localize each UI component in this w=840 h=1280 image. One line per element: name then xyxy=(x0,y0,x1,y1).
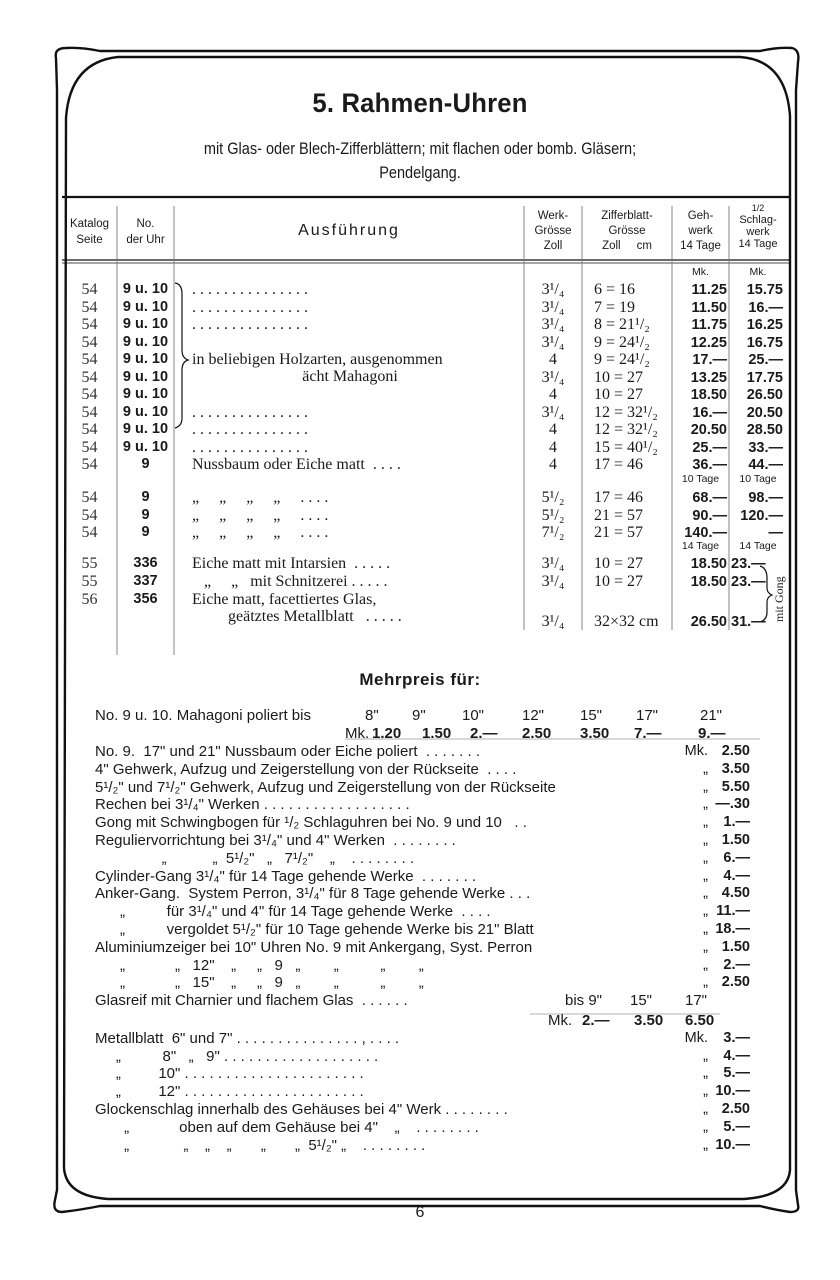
mehrpreis-item-prefix: „ xyxy=(703,974,708,991)
cell-ausfuehrung: Eiche matt mit Intarsien . . . . . xyxy=(192,555,391,572)
cell-katalog-seite: 54 xyxy=(81,404,98,421)
mehrpreis-item-text: 5¹/₂" und 7¹/₂" Gehwerk, Aufzug und Zeigerstellung von der Rückseite xyxy=(95,778,556,796)
mehrpreis-item-prefix: „ xyxy=(703,921,708,937)
mehrpreis-item-price: 11.— xyxy=(716,903,750,920)
mehrpreis-item-text: „ 12" . . . . . . . . . . . . . . . . . . . . . . xyxy=(95,1083,364,1101)
cell-schlagwerk-price: 31.— xyxy=(731,614,766,630)
cell-ausfuehrung: „ „ mit Schnitzerei . . . . . xyxy=(192,573,388,590)
header-seite: Seite xyxy=(76,234,103,246)
glasreif-size: bis 9" xyxy=(565,992,603,1010)
mehrpreis-item-text: Cylinder-Gang 3¹/₄" für 14 Tage gehende Werke . . . . . . . xyxy=(95,867,477,885)
cell-schlagwerk-price: 26.50 xyxy=(746,387,783,403)
cell-uhr-no: 9 u. 10 xyxy=(122,404,169,420)
mahagoni-price: 1.20 xyxy=(372,725,402,742)
cell-uhr-no: 336 xyxy=(133,555,158,571)
group-brace xyxy=(175,283,188,428)
mehrpreis-item-text: „ 10" . . . . . . . . . . . . . . . . . . . . . . xyxy=(95,1065,364,1083)
cell-gehwerk-price: 17.— xyxy=(692,352,727,368)
mahagoni-price: 7.— xyxy=(634,725,662,742)
header-ausfuehrung: Ausführung xyxy=(298,222,400,239)
cell-uhr-no: 9 u. 10 xyxy=(122,299,169,315)
mahagoni-label: No. 9 u. 10. Mahagoni poliert bis xyxy=(95,707,311,724)
cell-uhr-no: 9 xyxy=(141,507,150,523)
mehrpreis-item-text: No. 9. 17" und 21" Nussbaum oder Eiche poliert . . . . . . . xyxy=(95,743,481,760)
mehrpreis-item-text: „ oben auf dem Gehäuse bei 4" „ . . . . . . . . xyxy=(95,1118,479,1136)
mehrpreis-item-text: Rechen bei 3¹/₄" Werken . . . . . . . . . . . . . . . . . . xyxy=(95,796,410,814)
cell-schlagwerk-price: 33.— xyxy=(748,440,783,456)
cell-katalog-seite: 54 xyxy=(81,456,98,473)
cell-gehwerk-price: 11.50 xyxy=(691,300,727,316)
mehrpreis-item-text: Gong mit Schwingbogen für ¹/₂ Schlaguhren bei No. 9 und 10 . . xyxy=(95,814,527,832)
mehrpreis-item-prefix: „ xyxy=(703,938,708,955)
cell-schlagwerk-price: 44.— xyxy=(748,457,783,473)
cell-werk-groesse: 4 xyxy=(549,351,557,368)
cell-uhr-no: 9 u. 10 xyxy=(122,439,169,455)
mahagoni-size: 9" xyxy=(412,707,426,724)
header-no: No. xyxy=(136,218,155,230)
cell-werk-groesse: 5¹/₂ xyxy=(541,489,565,506)
mehrpreis-item-prefix: „ xyxy=(703,867,708,884)
cell-zifferblatt-groesse: 10 = 27 xyxy=(594,386,644,403)
mahagoni-price: 9.— xyxy=(698,725,726,742)
cell-zifferblatt-groesse: 32×32 cm xyxy=(594,613,659,630)
header-gehwerk xyxy=(672,210,729,253)
header-schlag-1: Schlag- xyxy=(739,214,777,226)
cell-werk-groesse: 3¹/₄ xyxy=(541,404,565,421)
cell-zifferblatt-groesse: 10 = 27 xyxy=(594,555,644,572)
mahagoni-price: 2.50 xyxy=(522,725,552,742)
page-subtitle xyxy=(156,137,684,185)
subtitle-line-1: mit Glas- oder Blech-Zifferblättern; mit flachen oder bomb. Gläsern; xyxy=(203,140,637,158)
cell-werk-groesse: 4 xyxy=(549,386,557,403)
cell-schlagwerk-price: 23.— xyxy=(731,574,766,590)
mehrpreis-item-text: „ vergoldet 5¹/₂" für 10 Tage gehende Werke bis 21" Blatt xyxy=(95,921,534,938)
cell-ausfuehrung: . . . . . . . . . . . . . . . xyxy=(192,439,308,456)
cell-gehwerk-price: 25.— xyxy=(692,440,727,456)
cell-schlagwerk-price: 16.25 xyxy=(746,317,783,333)
cell-werk-groesse: 3¹/₄ xyxy=(541,299,565,316)
mehrpreis-item-price: 2.50 xyxy=(721,974,750,991)
cell-gehwerk-price: 26.50 xyxy=(690,614,727,630)
cell-uhr-no: 9 u. 10 xyxy=(122,421,169,437)
cell-gehwerk-price: 36.— xyxy=(692,457,727,473)
cell-werk-groesse: 4 xyxy=(549,439,557,456)
cell-schlagwerk-price: 16.75 xyxy=(746,335,783,351)
cell-werk-groesse: 5¹/₂ xyxy=(541,507,565,524)
cell-katalog-seite: 55 xyxy=(81,555,98,572)
header-ziff-3: Zoll cm xyxy=(602,240,652,252)
mehrpreis-title: Mehrpreis für: xyxy=(359,670,481,689)
cell-katalog-seite: 55 xyxy=(81,573,98,590)
cell-ausfuehrung: „ „ „ „ . . . . xyxy=(192,524,329,541)
mehrpreis-item-prefix: „ xyxy=(703,814,708,831)
cell-uhr-no: 356 xyxy=(133,591,158,607)
cell-schlagwerk-price: 20.50 xyxy=(746,405,783,421)
cell-katalog-seite: 56 xyxy=(81,591,98,608)
glasreif-price: 3.50 xyxy=(634,1012,664,1029)
cell-gehwerk-price: 11.75 xyxy=(691,317,727,333)
header-geh-2: werk xyxy=(688,225,713,237)
header-schlag-half: 1/2 xyxy=(751,203,765,213)
glasreif-price: 2.— xyxy=(582,1012,610,1029)
cell-werk-groesse: 3¹/₄ xyxy=(541,369,565,386)
mehrpreis-item-prefix: Mk. xyxy=(684,1029,708,1046)
cell-uhr-no: 9 xyxy=(141,489,150,505)
mehrpreis-item-price: 4.50 xyxy=(721,885,750,902)
mehrpreis-item-text: „ für 3¹/₄" und 4" für 14 Tage gehende Werke . . . . xyxy=(95,903,491,921)
cell-zifferblatt-groesse: 15 = 40¹/₂ xyxy=(594,439,658,456)
cell-katalog-seite: 54 xyxy=(81,334,98,351)
header-schlag-3: 14 Tage xyxy=(738,238,778,250)
header-katalog-seite xyxy=(62,218,117,247)
cell-werk-groesse: 4 xyxy=(549,456,557,473)
cell-zifferblatt-groesse: 10 = 27 xyxy=(594,369,644,386)
mehrpreis-item-price: 2.— xyxy=(723,956,750,973)
cell-ausfuehrung: Eiche matt, facettiertes Glas, xyxy=(192,591,377,608)
cell-ausfuehrung: „ „ „ „ . . . . xyxy=(192,507,329,524)
mahagoni-size: 10" xyxy=(462,707,485,724)
mehrpreis-item-text: „ 8" „ 9" . . . . . . . . . . . . . . . . . . . xyxy=(95,1047,379,1065)
cell-katalog-seite: 54 xyxy=(81,524,98,541)
mehrpreis-item-price: 3.50 xyxy=(721,760,750,777)
cell-gehwerk-price: 18.50 xyxy=(690,387,727,403)
mehrpreis-item-prefix: „ xyxy=(703,760,708,777)
mahagoni-currency: Mk. xyxy=(345,725,370,742)
cell-uhr-no: 9 u. 10 xyxy=(122,281,169,297)
cell-uhr-no: 9 xyxy=(141,456,150,472)
mehrpreis-item-text: Anker-Gang. System Perron, 3¹/₄" für 8 Tage gehende Werke . . . xyxy=(95,885,531,903)
cell-schlagwerk-price: 23.— xyxy=(731,556,766,572)
mehrpreis-item-prefix: „ xyxy=(703,1118,708,1135)
mehrpreis-item-prefix: Mk. xyxy=(684,743,708,759)
cell-werk-groesse: 3¹/₄ xyxy=(541,281,565,298)
cell-gehwerk-price: 16.— xyxy=(692,405,727,421)
mehrpreis-item-text: Metallblatt 6" und 7" . . . . . . . . . . . . . . . , . . . . xyxy=(95,1029,400,1047)
cell-werk-groesse: 3¹/₄ xyxy=(541,573,565,590)
cell-gehwerk-price: 18.50 xyxy=(690,556,727,572)
mehrpreis-item-price: 5.50 xyxy=(721,778,750,795)
cell-ausfuehrung: „ „ „ „ . . . . xyxy=(192,489,329,506)
cell-katalog-seite: 54 xyxy=(81,351,98,368)
glasreif-label: Glasreif mit Charnier und flachem Glas . . . . . . xyxy=(95,992,408,1010)
mehrpreis-item-prefix: „ xyxy=(703,1083,708,1100)
cell-werk-groesse: 3¹/₄ xyxy=(541,334,565,351)
group-description-line-2: ächt Mahagoni xyxy=(302,368,398,385)
cell-uhr-no: 9 xyxy=(141,524,150,540)
cell-ausfuehrung: . . . . . . . . . . . . . . . xyxy=(192,421,308,438)
mahagoni-size: 8" xyxy=(365,707,379,724)
cell-ausfuehrung: . . . . . . . . . . . . . . . xyxy=(192,281,308,298)
cell-ausfuehrung: Nussbaum oder Eiche matt . . . . xyxy=(192,456,401,473)
mehrpreis-item-price: 1.— xyxy=(723,814,750,831)
mehrpreis-item-prefix: „ xyxy=(703,956,708,973)
cell-gehwerk-price: 12.25 xyxy=(690,335,727,351)
cell-zifferblatt-groesse: 10 = 27 xyxy=(594,573,644,590)
header-werk-2: Grösse xyxy=(534,225,572,237)
header-ziff-2: Grösse xyxy=(608,225,646,237)
currency-schlagwerk: Mk. xyxy=(749,266,767,278)
mehrpreis-item-prefix: „ xyxy=(703,903,708,920)
mehrpreis-item-text: Glockenschlag innerhalb des Gehäuses bei 4" Werk . . . . . . . . xyxy=(95,1101,508,1118)
cell-katalog-seite: 54 xyxy=(81,316,98,333)
cell-katalog-seite: 54 xyxy=(81,421,98,438)
mehrpreis-item-prefix: „ xyxy=(703,849,708,866)
header-no-der-uhr xyxy=(117,218,174,247)
header-katalog: Katalog xyxy=(69,218,109,230)
cell-katalog-seite: 54 xyxy=(81,507,98,524)
mahagoni-size: 17" xyxy=(636,707,659,724)
page-title: 5. Rahmen-Uhren xyxy=(312,88,528,118)
subtitle-line-2: Pendelgang. xyxy=(379,164,461,182)
cell-schlagwerk-price: 17.75 xyxy=(746,370,783,386)
glasreif-size: 15" xyxy=(630,992,653,1010)
header-ziff-1: Zifferblatt- xyxy=(601,210,653,222)
mehrpreis-item-price: —.30 xyxy=(715,796,750,813)
mehrpreis-item-text: „ „ 15" „ „ 9 „ „ „ „ xyxy=(95,974,424,992)
mehrpreis-item-price: 5.— xyxy=(723,1065,750,1082)
cell-uhr-no: 337 xyxy=(133,573,158,589)
note-10-tage-geh: 10 Tage xyxy=(681,473,720,485)
cell-zifferblatt-groesse: 6 = 16 xyxy=(594,281,636,298)
mehrpreis-item-prefix: „ xyxy=(703,796,708,813)
mehrpreis-item-text: Aluminiumzeiger bei 10" Uhren No. 9 mit Ankergang, Syst. Perron xyxy=(95,938,533,956)
mehrpreis-item-prefix: „ xyxy=(703,778,708,795)
header-werk-1: Werk- xyxy=(537,210,569,222)
header-geh-3: 14 Tage xyxy=(680,240,721,252)
note-14-tage-geh: 14 Tage xyxy=(681,540,720,552)
mehrpreis-item-price: 18.— xyxy=(715,921,750,937)
currency-gehwerk: Mk. xyxy=(692,266,709,278)
cell-gehwerk-price: 140.— xyxy=(684,525,727,541)
cell-schlagwerk-price: 25.— xyxy=(748,352,783,368)
cell-schlagwerk-price: — xyxy=(768,525,783,541)
cell-ausfuehrung: . . . . . . . . . . . . . . . xyxy=(192,299,308,316)
cell-zifferblatt-groesse: 21 = 57 xyxy=(594,524,644,541)
cell-uhr-no: 9 u. 10 xyxy=(122,334,169,350)
mehrpreis-item-price: 3.— xyxy=(723,1029,750,1046)
mehrpreis-item-text: „ „ „ „ „ „ 5¹/₂" „ . . . . . . . . xyxy=(95,1136,426,1154)
header-der-uhr: der Uhr xyxy=(126,234,165,246)
note-10-tage-schlag: 10 Tage xyxy=(739,473,777,485)
cell-zifferblatt-groesse: 17 = 46 xyxy=(594,456,644,473)
mehrpreis-item-price: 5.— xyxy=(723,1118,750,1135)
mehrpreis-item-price: 10.— xyxy=(715,1136,750,1153)
header-schlag-2: werk xyxy=(746,226,770,238)
cell-katalog-seite: 54 xyxy=(81,489,98,506)
cell-katalog-seite: 54 xyxy=(81,386,98,403)
cell-katalog-seite: 54 xyxy=(81,439,98,456)
cell-zifferblatt-groesse: 9 = 24¹/₂ xyxy=(594,334,650,351)
mehrpreis-item-prefix: „ xyxy=(703,1065,708,1082)
glasreif-price: 6.50 xyxy=(685,1012,715,1029)
cell-zifferblatt-groesse: 9 = 24¹/₂ xyxy=(594,351,650,368)
cell-gehwerk-price: 11.25 xyxy=(691,282,727,298)
mehrpreis-item-text: „ „ 12" „ „ 9 „ „ „ „ xyxy=(95,956,424,974)
cell-werk-groesse: 7¹/₂ xyxy=(541,524,565,541)
mahagoni-price: 2.— xyxy=(470,725,498,742)
cell-gehwerk-price: 68.— xyxy=(692,490,727,506)
cell-gehwerk-price: 90.— xyxy=(692,508,727,524)
cell-schlagwerk-price: 98.— xyxy=(748,490,783,506)
cell-katalog-seite: 54 xyxy=(81,281,98,298)
mehrpreis-item-price: 1.50 xyxy=(721,938,750,955)
cell-schlagwerk-price: 16.— xyxy=(748,300,783,316)
mehrpreis-item-prefix: „ xyxy=(703,1101,708,1117)
cell-uhr-no: 9 u. 10 xyxy=(122,316,169,332)
cell-uhr-no: 9 u. 10 xyxy=(122,351,169,367)
mehrpreis-item-price: 10.— xyxy=(715,1083,750,1100)
cell-werk-groesse: 3¹/₄ xyxy=(541,316,565,333)
header-werk-groesse xyxy=(524,210,582,253)
cell-ausfuehrung: . . . . . . . . . . . . . . . xyxy=(192,316,308,333)
mahagoni-size: 21" xyxy=(700,707,723,724)
mehrpreis-item-text: 4" Gehwerk, Aufzug und Zeigerstellung von der Rückseite . . . . xyxy=(95,760,517,778)
cell-gehwerk-price: 13.25 xyxy=(690,370,727,386)
cell-schlagwerk-price: 28.50 xyxy=(746,422,783,438)
mehrpreis-item-price: 2.50 xyxy=(721,1101,750,1117)
cell-katalog-seite: 54 xyxy=(81,299,98,316)
header-zifferblatt-groesse xyxy=(582,210,672,253)
cell-werk-groesse: 4 xyxy=(549,421,557,438)
mehrpreis-item-price: 4.— xyxy=(723,1047,750,1064)
cell-zifferblatt-groesse: 12 = 32¹/₂ xyxy=(594,404,658,421)
cell-ausfuehrung-2: geätztes Metallblatt . . . . . xyxy=(228,608,402,625)
mehrpreis-item-prefix: „ xyxy=(703,1136,708,1153)
cell-ausfuehrung: . . . . . . . . . . . . . . . xyxy=(192,404,308,421)
cell-zifferblatt-groesse: 12 = 32¹/₂ xyxy=(594,421,658,438)
page-number: 6 xyxy=(415,1204,425,1221)
cell-uhr-no: 9 u. 10 xyxy=(122,369,169,385)
cell-schlagwerk-price: 120.— xyxy=(740,508,783,524)
header-werk-3: Zoll xyxy=(543,240,563,252)
header-schlagwerk xyxy=(729,202,787,250)
cell-werk-groesse: 3¹/₄ xyxy=(541,555,565,572)
mahagoni-size: 15" xyxy=(580,707,603,724)
mehrpreis-item-price: 6.— xyxy=(723,849,750,866)
cell-zifferblatt-groesse: 7 = 19 xyxy=(594,299,636,316)
mehrpreis-item-price: 1.50 xyxy=(721,832,750,848)
glasreif-size: 17" xyxy=(685,992,708,1010)
mahagoni-size: 12" xyxy=(522,707,545,724)
cell-werk-groesse: 3¹/₄ xyxy=(541,613,565,630)
cell-gehwerk-price: 20.50 xyxy=(690,422,727,438)
cell-gehwerk-price: 18.50 xyxy=(690,574,727,590)
mehrpreis-item-prefix: „ xyxy=(703,885,708,902)
cell-uhr-no: 9 u. 10 xyxy=(122,386,169,402)
mehrpreis-item-prefix: „ xyxy=(703,832,708,848)
group-description-line-1: in beliebigen Holzarten, ausgenommen xyxy=(192,351,443,368)
gong-note: mit Gong xyxy=(772,576,786,622)
mehrpreis-item-text: „ „ 5¹/₂" „ 7¹/₂" „ . . . . . . . . xyxy=(95,849,414,867)
mahagoni-price: 3.50 xyxy=(580,725,610,742)
cell-schlagwerk-price: 15.75 xyxy=(746,282,783,298)
mehrpreis-item-prefix: „ xyxy=(703,1047,708,1064)
cell-zifferblatt-groesse: 8 = 21¹/₂ xyxy=(594,316,650,333)
mehrpreis-item-price: 4.— xyxy=(723,867,750,884)
mehrpreis-item-text: Reguliervorrichtung bei 3¹/₄" und 4" Werken . . . . . . . . xyxy=(95,832,456,849)
note-14-tage-schlag: 14 Tage xyxy=(739,540,777,552)
glasreif-currency: Mk. xyxy=(548,1012,573,1029)
cell-zifferblatt-groesse: 21 = 57 xyxy=(594,507,644,524)
cell-katalog-seite: 54 xyxy=(81,369,98,386)
mahagoni-price: 1.50 xyxy=(422,725,452,742)
mehrpreis-item-price: 2.50 xyxy=(721,743,750,759)
cell-zifferblatt-groesse: 17 = 46 xyxy=(594,489,644,506)
header-geh-1: Geh- xyxy=(687,210,714,222)
